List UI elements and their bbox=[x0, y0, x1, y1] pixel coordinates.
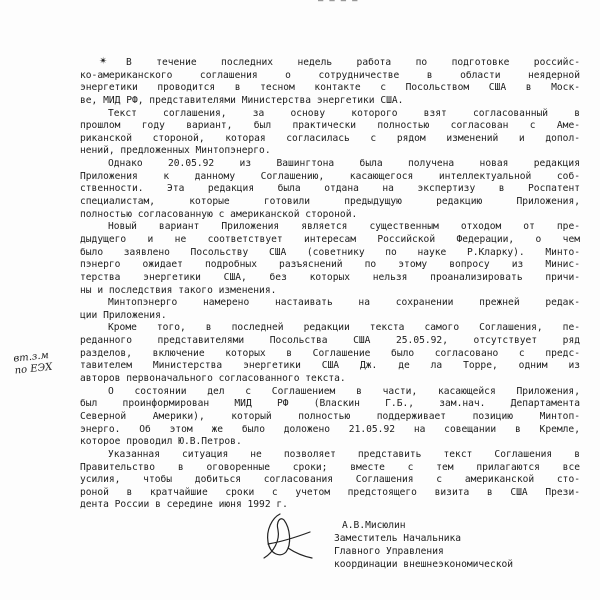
text-line: ции Приложения. bbox=[80, 309, 167, 321]
margin-note-line: вт.з.м bbox=[12, 350, 50, 365]
signatory-title: координации внешнеэкономической bbox=[334, 559, 514, 570]
text-line: разделов, включение которых в Соглашение было согласовано с предс- bbox=[80, 347, 580, 359]
text-line: ве, МИД РФ, представителями Министерства энергетики США. bbox=[80, 94, 404, 106]
text-line: нений, предложенных Минтопэнерго. bbox=[80, 145, 271, 157]
text-line: пэнерго ожидает подробных разъяснений по этому вопросу из Минис- bbox=[80, 259, 580, 271]
handwritten-margin-note bbox=[13, 346, 85, 377]
text-line: ны и последствия такого изменения. bbox=[80, 284, 277, 296]
text-line: Кроме того, в последней редакции текста самого Соглашения, пе- bbox=[108, 322, 580, 334]
text-line: дыдущего и не соответствует интересам Российской Федерации, о чем bbox=[80, 233, 580, 245]
text-line: О состоянии дел с Соглашением в части, касающейся Приложения, bbox=[108, 385, 580, 397]
page-header-mark: — — — — bbox=[318, 0, 358, 6]
text-line: Указанная ситуация не позволяет представить текст Соглашения в bbox=[108, 448, 580, 460]
signature-block bbox=[334, 519, 594, 571]
text-line: специалистам, которые готовили предыдущую редакцию Приложения, bbox=[80, 196, 580, 208]
text-line: энергетики проводится в тесном контакте с Посольством США в Моск- bbox=[80, 82, 580, 94]
letter-body bbox=[80, 57, 580, 512]
text-line: прошлом году вариант, был практически полностью согласован с Аме- bbox=[80, 120, 580, 132]
text-line: ственности. Эта редакция была отдана на экспертизу в Роспатент bbox=[80, 183, 580, 195]
text-line: энерго. Об этом же было доложено 21.05.92 на совещании в Кремле, bbox=[80, 423, 580, 435]
text-line: авторов первоначального согласованного текста. bbox=[80, 373, 346, 385]
text-line: терства энергетики США, без которых нельзя проанализировать причи- bbox=[80, 271, 580, 283]
text-line: Минтопэнерго намерено настаивать на сохранении прежней редак- bbox=[108, 297, 580, 309]
text-line: усилия, чтобы добиться согласования Соглашения с американской сто- bbox=[80, 474, 580, 486]
margin-note-line: по ЕЭХ bbox=[14, 361, 53, 377]
signatory-title: Главного Управления bbox=[334, 546, 444, 557]
text-line: был проинформирован МИД РФ (Власкин Г.Б., зам.нач. Департамента bbox=[80, 398, 580, 410]
text-line: которое проводил Ю.В.Петров. bbox=[80, 436, 242, 448]
paragraph-mark-icon: ✴ bbox=[99, 56, 108, 67]
text-line: Правительство в оговоренные сроки; вместе с тем прилагаются все bbox=[80, 461, 580, 473]
text-line: тавителем Министерства энергетики США Дж. де ла Торре, одним из bbox=[80, 360, 580, 372]
text-line: роной в кратчайшие сроки с учетом предстоящего визита в США Прези- bbox=[80, 486, 580, 498]
text-line: было заявлено Посольству США (советнику по науке Р.Кларку). Минто- bbox=[80, 246, 580, 258]
text-line: Северной Америки), который полностью поддерживает позицию Минтоп- bbox=[80, 410, 580, 422]
signatory-title: Заместитель Начальника bbox=[334, 533, 462, 544]
text-line: ко-американского соглашения о сотрудничестве в области неядерной bbox=[80, 69, 580, 81]
text-line: дента России в середине июня 1992 г. bbox=[80, 499, 288, 511]
text-line: реданного представителями Посольства США 25.05.92, отсутствует ряд bbox=[80, 335, 580, 347]
text-line: Однако 20.05.92 из Вашингтона была получена новая редакция bbox=[108, 158, 580, 170]
text-line: Новый вариант Приложения является существенным отходом от пре- bbox=[108, 221, 580, 233]
handwritten-signature bbox=[250, 508, 320, 566]
text-line: полностью согласованную с американской стороной. bbox=[80, 208, 358, 220]
text-line: В течение последних недель работа по подготовке российс- bbox=[126, 57, 580, 68]
signatory-name: А.В.Мисюлин bbox=[342, 520, 406, 531]
text-line: риканской стороной, которая согласилась с рядом изменений и допол- bbox=[80, 132, 580, 144]
text-line: Текст соглашения, за основу которого взят согласованный в bbox=[108, 107, 580, 119]
text-line: Приложения к данному Соглашению, касающегося интеллектуальной соб- bbox=[80, 170, 580, 182]
